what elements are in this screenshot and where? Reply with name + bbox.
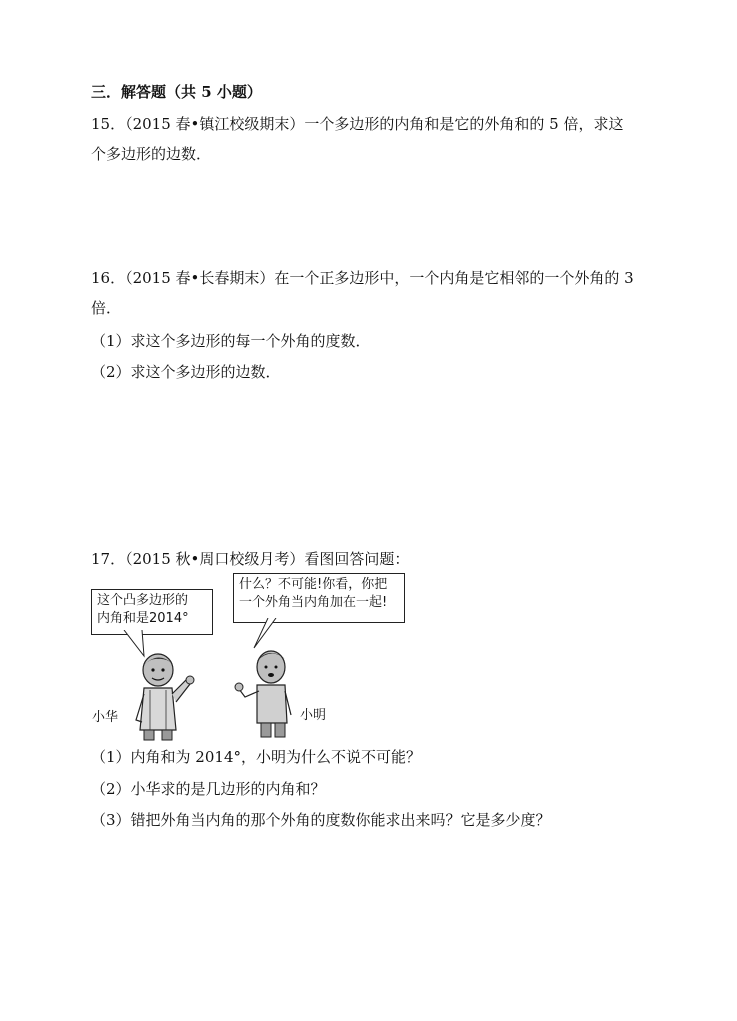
q16-line1: 16．（2015 春•长春期末）在一个正多边形中，一个内角是它相邻的一个外角的 3 — [91, 269, 634, 287]
q17-sub2: （2）小华求的是几边形的内角和？ — [91, 780, 326, 798]
q17-sub3: （3）错把外角当内角的那个外角的度数你能求出来吗？它是多少度？ — [91, 811, 551, 829]
name-label-xiaohua: 小华 — [92, 710, 119, 725]
q16-sub2: （2）求这个多边形的边数． — [91, 363, 281, 381]
q17-sub1: （1）内角和为 2014°，小明为什么不说不可能？ — [91, 748, 421, 766]
q16-line2: 倍． — [91, 299, 122, 317]
xiaohua-figure-illustration — [128, 650, 198, 742]
name-label-xiaoming: 小明 — [300, 708, 327, 723]
q15-line2: 个多边形的边数． — [91, 145, 212, 163]
bubble-ming-line1: 什么？不可能!你看，你把 — [239, 577, 388, 592]
q17-line1: 17．（2015 秋•周口校级月考）看图回答问题： — [91, 550, 410, 568]
speech-bubble-xiaohua — [91, 589, 213, 635]
bubble-hua-line2: 内角和是2014° — [97, 611, 189, 626]
q15-line1: 15．（2015 春•镇江校级期末）一个多边形的内角和是它的外角和的 5 倍，求这 — [91, 115, 624, 133]
xiaoming-figure-illustration — [233, 645, 303, 740]
bubble-ming-line2: 一个外角当内角加在一起! — [239, 595, 388, 610]
speech-bubble-xiaoming — [233, 573, 405, 623]
section-title: 三．解答题（共 5 小题） — [91, 83, 262, 101]
bubble-hua-line1: 这个凸多边形的 — [97, 593, 189, 608]
q16-sub1: （1）求这个多边形的每一个外角的度数． — [91, 332, 371, 350]
